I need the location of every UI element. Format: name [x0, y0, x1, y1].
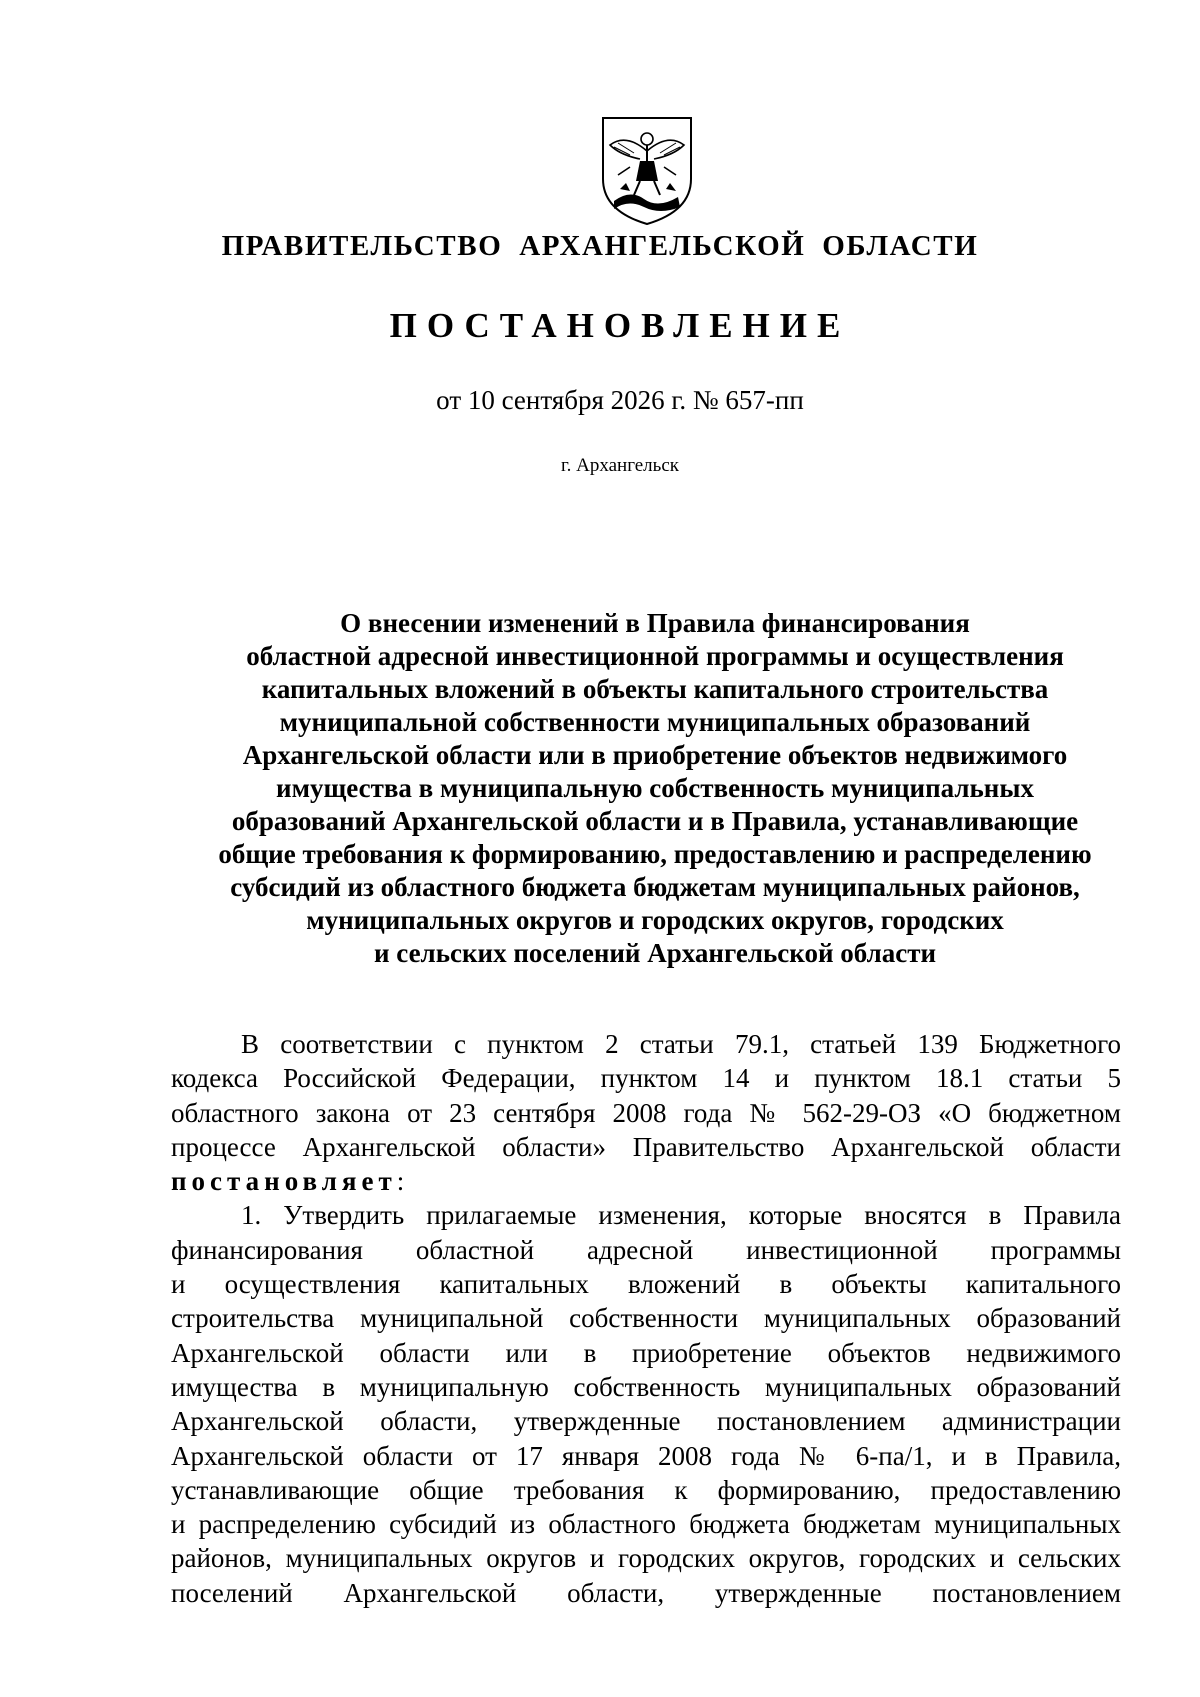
city-name: г. Архангельск [560, 455, 679, 476]
body-line: строительства муниципальной собственности муниципальных образований [171, 1303, 1121, 1334]
title-line: имущества в муниципальную собственность муниципальных [276, 773, 1034, 803]
document-type-heading: ПОСТАНОВЛЕНИЕ [389, 306, 851, 345]
body-line: финансирования областной адресной инвестиционной программы [171, 1234, 1121, 1265]
body-line: и осуществления капитальных вложений в объекты капитального [171, 1269, 1121, 1300]
title-line: общие требования к формированию, предоставлению и распределению [218, 839, 1092, 869]
government-name: ПРАВИТЕЛЬСТВО АРХАНГЕЛЬСКОЙ ОБЛАСТИ [221, 230, 979, 262]
body-line: поселений Архангельской области, утвержденные постановлением [171, 1577, 1121, 1608]
body-line: Архангельской области или в приобретение объектов недвижимого [171, 1337, 1121, 1368]
title-line: и сельских поселений Архангельской области [373, 938, 937, 968]
title-line: образований Архангельской области и в Правила, устанавливающие [231, 806, 1079, 836]
title-line: муниципальной собственности муниципальных образований [279, 707, 1031, 737]
preamble-paragraph [171, 1027, 1121, 1198]
body-line: Архангельской области от 17 января 2008 года № 6-па/1, и в Правила, [171, 1440, 1121, 1471]
body-line: кодекса Российской Федерации, пунктом 14 и пунктом 18.1 статьи 5 [171, 1063, 1121, 1094]
body-line: В соответствии с пунктом 2 статьи 79.1, статьей 139 Бюджетного [241, 1029, 1121, 1059]
body-line: и распределению субсидий из областного бюджета бюджетам муниципальных [171, 1509, 1121, 1540]
body-line: районов, муниципальных округов и городских округов, городских и сельских [171, 1543, 1121, 1574]
body-line: устанавливающие общие требования к формированию, предоставлению [171, 1474, 1121, 1505]
body-line: областного закона от 23 сентября 2008 года № 562-29-ОЗ «О бюджетном [171, 1097, 1121, 1128]
resolution-title [175, 607, 1135, 970]
title-line: капитальных вложений в объекты капитального строительства [261, 674, 1049, 704]
body-line: имущества в муниципальную собственность муниципальных образований [171, 1371, 1121, 1402]
title-line: Архангельской области или в приобретение объектов недвижимого [242, 740, 1068, 770]
coat-of-arms-emblem [600, 115, 694, 227]
decree-line [171, 1164, 1121, 1198]
title-line: муниципальных округов и городских округов, городских [306, 905, 1004, 935]
body-line: Архангельской области, утвержденные постановлением администрации [171, 1406, 1121, 1437]
decree-colon: : [396, 1166, 405, 1197]
title-line: субсидий из областного бюджета бюджетам муниципальных районов, [230, 872, 1080, 902]
title-line: областной адресной инвестиционной программы и осуществления [246, 641, 1064, 671]
body-line: 1. Утвердить прилагаемые изменения, которые вносятся в Правила [241, 1200, 1121, 1231]
title-line: О внесении изменений в Правила финансирования [340, 608, 970, 638]
date-and-number: от 10 сентября 2026 г. № 657-пп [436, 385, 804, 415]
document-body [171, 1027, 1121, 1610]
item-1-paragraph [171, 1198, 1121, 1610]
body-line: процессе Архангельской области» Правительство Архангельской области [171, 1131, 1121, 1162]
decree-word: постановляет [171, 1166, 397, 1197]
